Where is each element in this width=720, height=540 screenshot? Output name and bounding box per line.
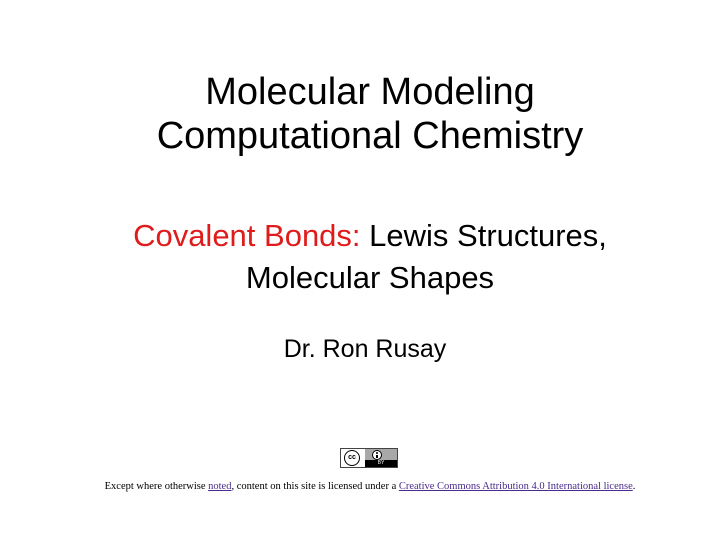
license-text-middle: , content on this site is licensed under a xyxy=(231,481,399,492)
noted-link[interactable]: noted xyxy=(208,481,232,492)
attribution-person-icon xyxy=(372,450,382,460)
cc-badge-by-label: BY xyxy=(365,460,397,467)
cc-by-license-badge-icon[interactable] xyxy=(340,448,398,468)
title-line-1: Molecular Modeling xyxy=(205,71,535,113)
license-text-after: . xyxy=(632,481,636,492)
subtitle-rest: Lewis Structures, xyxy=(360,218,607,253)
cc-license-link[interactable]: Creative Commons Attribution 4.0 International license xyxy=(398,481,633,492)
license-notice xyxy=(0,480,720,494)
cc-badge-left xyxy=(341,449,365,467)
subtitle-line-1 xyxy=(0,215,720,257)
subtitle-highlight: Covalent Bonds: xyxy=(133,218,361,253)
subtitle-line-2: Molecular Shapes xyxy=(245,260,495,295)
slide-title xyxy=(0,70,720,158)
slide-subtitle xyxy=(0,215,720,299)
license-text-before: Except where otherwise xyxy=(104,481,209,492)
author-name: Dr. Ron Rusay xyxy=(283,335,447,363)
cc-circle-icon: cc xyxy=(344,450,360,466)
title-line-2: Computational Chemistry xyxy=(156,115,584,157)
